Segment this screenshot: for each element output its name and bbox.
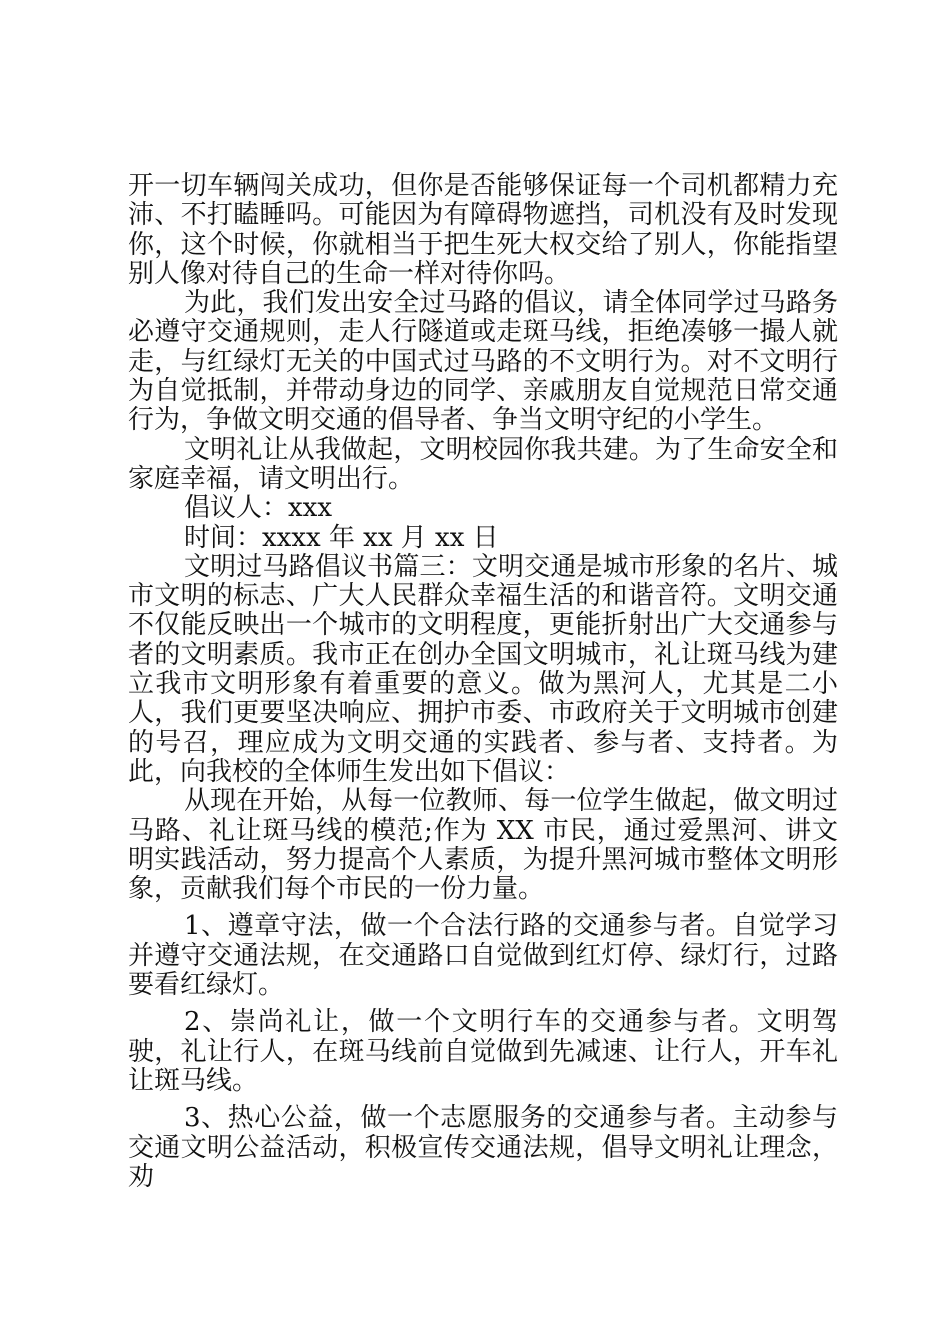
paragraph-initiative: 为此，我们发出安全过马路的倡议，请全体同学过马路务必遵守交通规则，走人行隧道或走斑马线，拒绝凑够一撮人就走，与红绿灯无关的中国式过马路的不文明行为。对不文明行为自觉抵制，并带动身边的同学、亲戚朋友自觉规范日常交通行为，争做文明交通的倡导者、争当文明守纪的小学生。 xyxy=(128,288,838,436)
list-item-2: 2、崇尚礼让，做一个文明行车的交通参与者。文明驾驶，礼让行人，在斑马线前自觉做到先减速、让行人，开车礼让斑马线。 xyxy=(128,1007,838,1096)
paragraph-civility: 文明礼让从我做起，文明校园你我共建。为了生命安全和家庭幸福，请文明出行。 xyxy=(128,434,838,494)
list-item-3: 3、热心公益，做一个志愿服务的交通参与者。主动参与交通文明公益活动，积极宣传交通法规，倡导文明礼让理念，劝 xyxy=(128,1103,838,1192)
paragraph-part-three: 文明过马路倡议书篇三：文明交通是城市形象的名片、城市文明的标志、广大人民群众幸福生活的和谐音符。文明交通不仅能反映出一个城市的文明程度，更能折射出广大交通参与者的文明素质。我市正在创办全国文明城市，礼让斑马线为建立我市文明形象有着重要的意义。做为黑河人，尤其是二小人，我们更要坚决响应、拥护市委、市政府关于文明城市创建的号召，理应成为文明交通的实践者、参与者、支持者。为此，向我校的全体师生发出如下倡议： xyxy=(128,551,838,787)
date-line: 时间：xxxx 年 xx 月 xx 日 xyxy=(184,522,499,553)
document-body xyxy=(128,172,838,1192)
initiator-line: 倡议人：xxx xyxy=(184,493,332,524)
paragraph-start-now: 从现在开始，从每一位教师、每一位学生做起，做文明过马路、礼让斑马线的模范;作为 XX 市民，通过爱黑河、讲文明实践活动，努力提高个人素质，为提升黑河城市整体文明形象，贡献我们每个市民的一份力量。 xyxy=(128,786,838,905)
list-item-1: 1、遵章守法，做一个合法行路的交通参与者。自觉学习并遵守交通法规，在交通路口自觉做到红灯停、绿灯行，过路要看红绿灯。 xyxy=(128,911,838,1001)
paragraph-continuation: 开一切车辆闯关成功，但你是否能够保证每一个司机都精力充沛、不打瞌睡吗。可能因为有障碍物遮挡，司机没有及时发现你，这个时候，你就相当于把生死大权交给了别人，你能指望别人像对待自己的生命一样对待你吗。 xyxy=(128,171,838,289)
